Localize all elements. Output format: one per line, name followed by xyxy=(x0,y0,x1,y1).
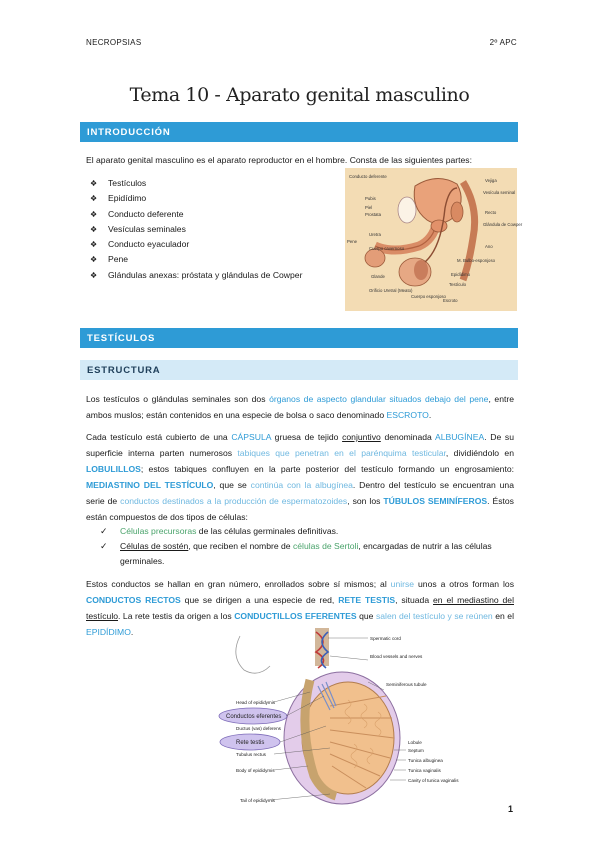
fig1-label: Uretra xyxy=(369,232,381,237)
list-item: ❖ Glándulas anexas: próstata y glándulas de Cowper xyxy=(90,268,302,283)
list-item: ❖ Pene xyxy=(90,252,302,267)
fig1-label: Vejiga xyxy=(485,178,497,183)
fig1-label: Cuerpo esponjoso xyxy=(411,294,446,299)
fig1-label: Escroto xyxy=(443,298,458,303)
fig2-label: Tunica vaginalis xyxy=(408,768,441,773)
fig2-label: Tunica albuginea xyxy=(408,758,443,763)
fig2-label: Cavity of tunica vaginalis xyxy=(408,778,459,783)
list-item: ✓ Células de sostén, que reciben el nombre de células de Sertoli, encargadas de nutrir a las células germinales. xyxy=(100,541,492,566)
section-testiculos: TESTÍCULOS xyxy=(80,328,518,348)
diamond-bullet-icon: ❖ xyxy=(90,224,98,234)
fig2-label: Conductos eferentes xyxy=(226,714,282,720)
fig1-label: Glande xyxy=(371,274,385,279)
fig2-label: Seminiferous tubule xyxy=(386,682,427,687)
diamond-bullet-icon: ❖ xyxy=(90,179,98,188)
fig1-label: Piel xyxy=(365,205,373,210)
list-item: ❖ Epidídimo xyxy=(90,191,302,206)
fig2-label: Spermatic cord xyxy=(370,636,401,641)
diamond-bullet-icon: ❖ xyxy=(90,194,98,204)
fig2-label: Blood vessels and nerves xyxy=(370,654,423,659)
testis-structure-figure xyxy=(218,626,459,810)
fig1-label: Prostata xyxy=(365,212,382,217)
list-item: ❖ Vesículas seminales xyxy=(90,222,302,237)
fig2-label: Body of epididymis xyxy=(236,768,275,773)
checkmark-icon: ✓ xyxy=(100,526,108,536)
fig2-label: Head of epididymis xyxy=(236,700,276,705)
page-title: Tema 10 - Aparato genital masculino xyxy=(129,84,470,106)
list-item: ❖ Conducto deferente xyxy=(90,207,302,222)
fig1-label: M. Bulbo-esponjoso xyxy=(457,258,495,263)
fig1-label: Recto xyxy=(485,210,497,215)
fig2-label: Tail of epididymis xyxy=(240,798,275,803)
paragraph-capsula: Cada testículo está cubierto de una CÁPSULA gruesa de tejido conjuntivo denominada ALBUGÍNEA. De su superficie interna parten numerosos tabiques que penetran en el parénquima testicular, dividiéndolo en LOBULILLOS; estos tabiques confluyen en la parte posterior del testículo formando un engrosamiento: MEDIASTINO DEL TESTÍCULO, que se continúa con la albugínea. Dentro del testículo se encuentran una serie de conductos destinados a la producción de espermatozoides, son los TÚBULOS SEMINÍFEROS. Éstos están compuestos de dos tipos de células: xyxy=(86,432,514,522)
male-anatomy-figure xyxy=(345,168,523,311)
parts-list xyxy=(90,176,302,283)
fig2-label: Lobule xyxy=(408,740,422,745)
list-item: ✓ Células precursoras de las células germinales definitivas. xyxy=(100,524,514,539)
fig1-label: Pubis xyxy=(365,196,376,201)
diamond-bullet-icon: ❖ xyxy=(90,255,98,265)
cell-types-list xyxy=(100,524,514,569)
subsection-estructura: ESTRUCTURA xyxy=(80,360,518,380)
header-left: NECROPSIAS xyxy=(86,38,142,47)
fig1-label: Ano xyxy=(485,244,493,249)
list-item: ❖ Testículos xyxy=(90,176,302,191)
diamond-bullet-icon: ❖ xyxy=(90,240,98,250)
fig1-label: Epidídimo xyxy=(451,272,471,277)
page-number: 1 xyxy=(507,804,513,814)
fig1-label: Vesícula seminal xyxy=(483,190,516,195)
fig1-label: Conducto deferente xyxy=(349,174,387,179)
list-item: ❖ Conducto eyaculador xyxy=(90,237,302,252)
fig1-label: Testículo xyxy=(449,282,466,287)
section-introduccion: INTRODUCCIÓN xyxy=(80,122,518,142)
fig2-label: Rete testis xyxy=(236,740,265,746)
intro-paragraph: El aparato genital masculino es el aparato reproductor en el hombre. Consta de las siguientes partes: xyxy=(86,155,472,165)
diamond-bullet-icon: ❖ xyxy=(90,209,98,219)
fig1-label: Glándula de Cowper xyxy=(483,222,523,227)
fig1-label: Orificio Uretral (Meato) xyxy=(369,288,413,293)
fig2-label: Ductus (vas) deferens xyxy=(236,726,281,731)
fig1-label: Cuerpo cavernoso xyxy=(369,246,405,251)
fig1-label: Pene xyxy=(347,239,358,244)
paragraph-conductos: Estos conductos se hallan en gran número, enrollados sobre sí mismos; al unirse unos a otros forman los CONDUCTOS RECTOS que se dirigen a una especie de red, RETE TESTIS, situada en el mediastino del testículo. La rete testis da origen a los CONDUCTILLOS EFERENTES que salen del testículo y se reúnen en el EPIDÍDIMO. xyxy=(86,579,514,637)
fig2-label: Tubulus rectus xyxy=(236,752,266,757)
diamond-bullet-icon: ❖ xyxy=(90,270,98,280)
checkmark-icon: ✓ xyxy=(100,541,108,551)
fig2-label: Septum xyxy=(408,748,424,753)
paragraph-testiculos: Los testículos o glándulas seminales son dos órganos de aspecto glandular situados debajo del pene, entre ambos muslos; están contenidos en una especie de bolsa o saco denominado ESCROTO. xyxy=(86,394,515,420)
header-right: 2º APC xyxy=(489,38,517,47)
